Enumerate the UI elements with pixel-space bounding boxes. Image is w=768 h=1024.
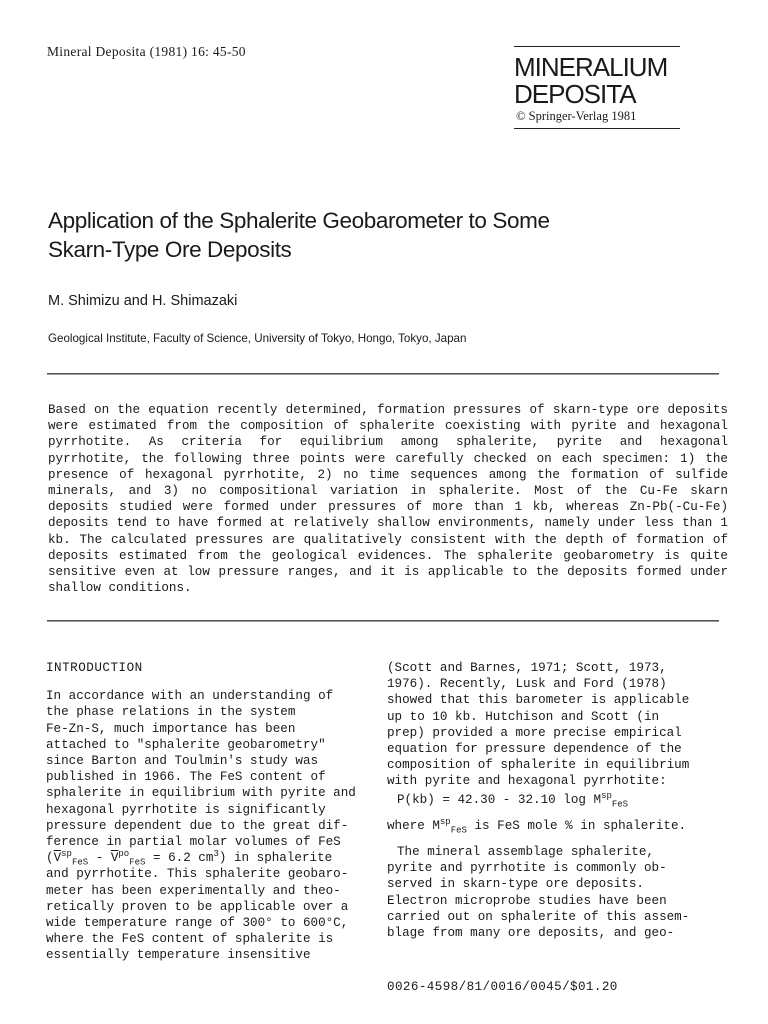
text-line: In accordance with an understanding of xyxy=(46,689,334,704)
equation-lhs: P(kb) = 42.30 - 32.10 log M xyxy=(397,792,602,807)
text-line: where the FeS content of sphalerite is xyxy=(46,932,334,947)
text-line: with pyrite and hexagonal pyrrhotite: xyxy=(387,774,667,789)
text-line: blage from many ore deposits, and geo- xyxy=(387,926,675,941)
formula-sub: FeS xyxy=(71,857,89,868)
text-line: wide temperature range of 300° to 600°C, xyxy=(46,916,349,931)
formula-sub: FeS xyxy=(129,857,146,868)
text-line: carried out on sphalerite of this assem- xyxy=(387,909,690,924)
formula-sup: sp xyxy=(61,849,72,860)
intro-left-lines xyxy=(46,688,376,963)
text-line: equation for pressure dependence of the xyxy=(387,742,682,757)
text-line: essentially temperature insensitive xyxy=(46,948,311,963)
text-line: Fe-Zn-S, much importance has been xyxy=(46,721,296,736)
author-affiliation: Geological Institute, Faculty of Science, University of Tokyo, Hongo, Tokyo, Japan xyxy=(48,332,467,345)
text-line: composition of sphalerite in equilibrium xyxy=(387,758,690,773)
text-line: 1976). Recently, Lusk and Ford (1978) xyxy=(387,677,667,692)
text-line: up to 10 kb. Hutchison and Scott (in xyxy=(387,709,660,724)
journal-citation: Mineral Deposita (1981) 16: 45-50 xyxy=(47,44,246,59)
abstract-paragraph: Based on the equation recently determined, formation pressures of skarn-type ore deposits were estimated from the composition of sphalerite coexisting with pyrite and hexagonal pyrrhotite. As criteria for equilibrium among sphalerite, pyrite and hexagonal pyrrhotite, the following three points were carefully checked on each specimen: 1) the presence of hexagonal pyrrhotite, 2) no time sequences among the formation of sulfide minerals, and 3) no compositional variation in sphalerite. Most of the Cu-Fe skarn deposits studied were formed under pressures of more than 1 kb, whereas Zn-Pb(-Cu-Fe) deposits tend to have formed at relatively shallow environments, namely under less than 1 kb. The calculated pressures are qualitatively consistent with the depth of formation of deposits estimated from the geological evidences. The sphalerite geobarometry is quite sensitive even at low pressure ranges, and it is applicable to the deposits formed under shallow conditions. xyxy=(48,403,728,596)
equation-where-clause xyxy=(387,818,719,834)
formula-value: = 6.2 cm xyxy=(145,851,214,866)
article-code: 0026-4598/81/0016/0045/$01.20 xyxy=(387,980,618,994)
text-line: The mineral assemblage sphalerite, xyxy=(397,845,654,860)
equation-sub: FeS xyxy=(611,799,629,810)
journal-logo xyxy=(514,54,667,108)
formula-operator: - xyxy=(88,851,111,866)
section-heading-introduction: INTRODUCTION xyxy=(46,661,143,675)
equation-sup: sp xyxy=(601,790,612,801)
header-rule-top xyxy=(514,46,680,47)
introduction-left-column xyxy=(46,660,376,964)
molar-volume-formula: ($\overline{V}^{sp}_{FeS} - \overline{V}^{po}_{FeS} = 6.2$ $cm^3$) in sphalerite xyxy=(46,849,333,868)
title-line-2: Skarn-Type Ore Deposits xyxy=(48,237,292,262)
text-line: served in skarn-type ore deposits. xyxy=(387,877,644,892)
text-line: prep) provided a more precise empirical xyxy=(387,725,682,740)
text-line: hexagonal pyrrhotite is significantly xyxy=(46,802,326,817)
pressure-equation xyxy=(387,792,719,808)
text-line: (Scott and Barnes, 1971; Scott, 1973, xyxy=(387,661,667,675)
journal-name-line1: MINERALIUM xyxy=(514,52,668,82)
formula-trailing-text: ) in sphalerite xyxy=(218,851,333,866)
formula-symbol: $\overline{V}$ xyxy=(110,851,119,866)
text-line: showed that this barometer is applicable xyxy=(387,693,690,708)
journal-name-line2: DEPOSITA xyxy=(514,79,636,109)
article-authors: M. Shimizu and H. Shimazaki xyxy=(48,293,238,309)
where-pre: where M xyxy=(387,818,440,833)
text-line: the phase relations in the system xyxy=(46,705,296,720)
abstract-rule-bottom xyxy=(47,620,719,622)
text-line: pressure dependent due to the great dif- xyxy=(46,818,349,833)
text-line: and pyrrhotite. This sphalerite geobaro- xyxy=(46,867,349,882)
text-line: attached to "sphalerite geobarometry" xyxy=(46,737,326,752)
where-sub: FeS xyxy=(450,825,467,836)
text-line: pyrite and pyrrhotite is commonly ob- xyxy=(387,861,667,876)
where-sup: sp xyxy=(439,816,451,827)
copyright-notice: © Springer-Verlag 1981 xyxy=(516,109,637,123)
abstract-rule-top xyxy=(47,373,719,375)
article-title xyxy=(48,206,708,264)
text-line: since Barton and Toulmin's study was xyxy=(46,754,319,769)
introduction-right-column xyxy=(387,660,719,941)
text-line: published in 1966. The FeS content of xyxy=(46,770,326,785)
text-line: Electron microprobe studies have been xyxy=(387,893,667,908)
title-line-1: Application of the Sphalerite Geobarometer to Some xyxy=(48,208,550,233)
text-line: retically proven to be applicable over a xyxy=(46,899,349,914)
text-line: sphalerite in equilibrium with pyrite and xyxy=(46,786,356,801)
formula-symbol: $\overline{V}$ xyxy=(53,851,62,866)
header-rule-bottom xyxy=(514,128,680,129)
where-post: is FeS mole % in sphalerite. xyxy=(466,818,687,833)
abstract-text xyxy=(48,402,728,596)
text-line: meter has been experimentally and theo- xyxy=(46,883,341,898)
formula-unit-exponent: 3 xyxy=(213,849,219,860)
formula-sup: po xyxy=(118,849,130,860)
text-line: ference in partial molar volumes of FeS xyxy=(46,835,341,850)
